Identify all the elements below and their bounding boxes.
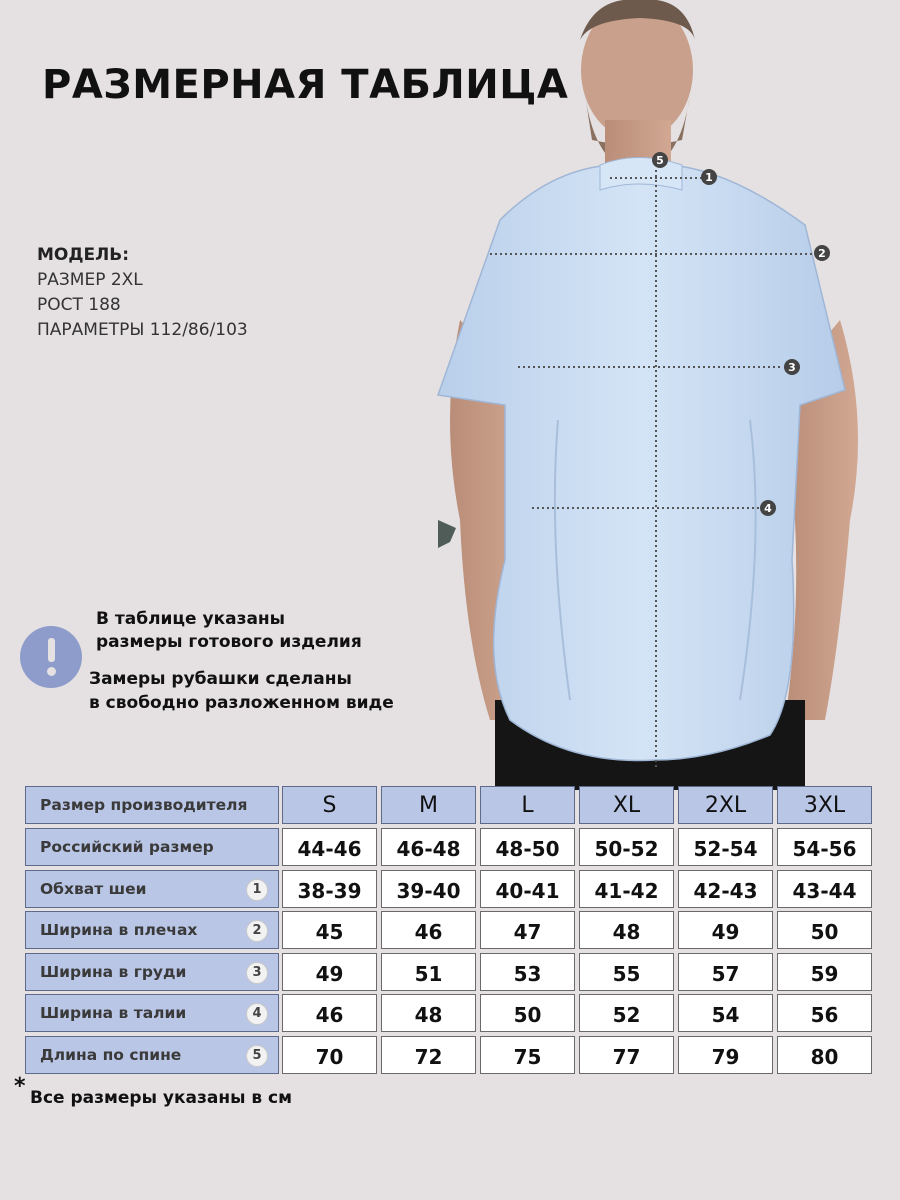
header-label-cell: [25, 786, 279, 824]
size-value-cell: 72: [381, 1036, 476, 1074]
exclamation-icon: [20, 626, 82, 688]
size-header: 2XL: [678, 786, 773, 824]
size-value-cell: 46: [282, 994, 377, 1032]
size-header: M: [381, 786, 476, 824]
row-label-cell: [25, 994, 279, 1032]
size-value-cell: 46-48: [381, 828, 476, 866]
measure-number-badge: 5: [246, 1045, 268, 1067]
size-value-cell: 52-54: [678, 828, 773, 866]
model-heading: МОДЕЛЬ:: [37, 245, 129, 265]
size-value-cell: 39-40: [381, 870, 476, 908]
size-value-cell: 38-39: [282, 870, 377, 908]
measure-number-badge: 1: [246, 879, 268, 901]
measure-number-badge: 2: [246, 920, 268, 942]
row-label-cell: [25, 828, 279, 866]
row-label-cell: [25, 870, 279, 908]
size-value-cell: 50: [777, 911, 872, 949]
size-value-cell: 49: [282, 953, 377, 991]
row-label: Ширина в талии: [40, 1004, 187, 1022]
marker-2-label: 2: [818, 247, 826, 260]
footnote-star: *: [14, 1074, 26, 1099]
note-line-2: размеры готового изделия: [96, 632, 362, 652]
size-value-cell: 43-44: [777, 870, 872, 908]
size-value-cell: 48: [579, 911, 674, 949]
size-value-cell: 41-42: [579, 870, 674, 908]
size-value-cell: 80: [777, 1036, 872, 1074]
size-value-cell: 49: [678, 911, 773, 949]
model-info: [37, 243, 248, 343]
size-value-cell: 52: [579, 994, 674, 1032]
size-value-cell: 44-46: [282, 828, 377, 866]
row-label: Российский размер: [40, 838, 214, 856]
size-header: L: [480, 786, 575, 824]
size-value-cell: 45: [282, 911, 377, 949]
size-value-cell: 70: [282, 1036, 377, 1074]
row-label-cell: [25, 953, 279, 991]
model-photo: [420, 0, 900, 790]
model-size: РАЗМЕР 2XL: [37, 270, 143, 290]
marker-4-label: 4: [764, 502, 772, 515]
row-label: Длина по спине: [40, 1045, 182, 1064]
size-value-cell: 56: [777, 994, 872, 1032]
row-label: Ширина в плечах: [40, 921, 198, 939]
tattoo-shape: [438, 520, 456, 548]
header-label: Размер производителя: [40, 796, 248, 814]
size-value-cell: 59: [777, 953, 872, 991]
note-line-4: в свободно разложенном виде: [89, 693, 394, 713]
row-label-cell: [25, 911, 279, 949]
size-header: 3XL: [777, 786, 872, 824]
size-value-cell: 40-41: [480, 870, 575, 908]
size-value-cell: 55: [579, 953, 674, 991]
size-value-cell: 54: [678, 994, 773, 1032]
size-value-cell: 53: [480, 953, 575, 991]
size-value-cell: 54-56: [777, 828, 872, 866]
size-value-cell: 75: [480, 1036, 575, 1074]
measure-number-badge: 3: [246, 962, 268, 984]
size-header: S: [282, 786, 377, 824]
model-params: ПАРАМЕТРЫ 112/86/103: [37, 320, 248, 340]
size-value-cell: 57: [678, 953, 773, 991]
page-title: РАЗМЕРНАЯ ТАБЛИЦА: [42, 62, 569, 108]
measure-number-badge: 4: [246, 1003, 268, 1025]
footnote-text: Все размеры указаны в см: [30, 1088, 293, 1108]
size-value-cell: 48: [381, 994, 476, 1032]
row-label: Ширина в груди: [40, 962, 187, 981]
size-value-cell: 79: [678, 1036, 773, 1074]
note-line-1: В таблице указаны: [96, 609, 286, 629]
marker-5-label: 5: [656, 154, 664, 167]
model-height: РОСТ 188: [37, 295, 121, 315]
row-label: Обхват шеи: [40, 879, 147, 898]
size-value-cell: 51: [381, 953, 476, 991]
marker-1-label: 1: [705, 171, 713, 184]
size-value-cell: 50: [480, 994, 575, 1032]
size-value-cell: 50-52: [579, 828, 674, 866]
size-value-cell: 77: [579, 1036, 674, 1074]
size-value-cell: 42-43: [678, 870, 773, 908]
note-line-3: Замеры рубашки сделаны: [89, 669, 352, 689]
row-label-cell: [25, 1036, 279, 1074]
size-value-cell: 47: [480, 911, 575, 949]
size-value-cell: 48-50: [480, 828, 575, 866]
marker-3-label: 3: [788, 361, 796, 374]
size-header: XL: [579, 786, 674, 824]
size-value-cell: 46: [381, 911, 476, 949]
